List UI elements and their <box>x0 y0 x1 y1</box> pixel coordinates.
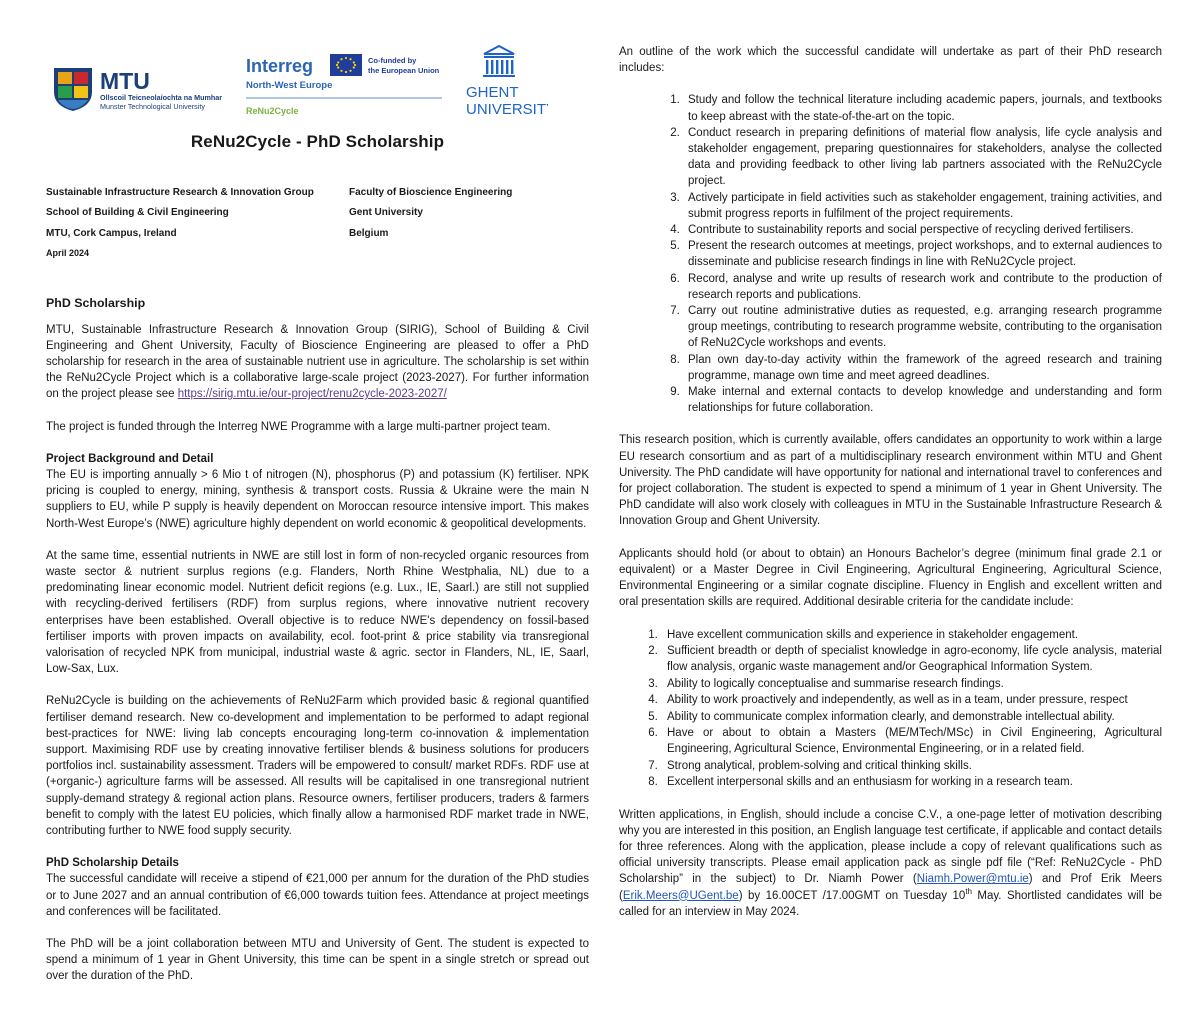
svg-text:Co-funded by: Co-funded by <box>368 56 417 65</box>
list-item: 4. Contribute to sustainability reports and social perspective of recycling derived fertilisers. <box>683 222 1162 238</box>
details-paragraph-1: The successful candidate will receive a stipend of €21,000 per annum for the duration of the PhD studies or to June 2027 and an annual contribution of €6,000 towards tuition fees. Attendance at project meetings and conferences will be facilitated. <box>46 873 589 918</box>
list-item: 9. Make internal and external contacts to develop knowledge and understanding and form relationships for future collaboration. <box>683 384 1162 416</box>
funding-paragraph: The project is funded through the Interreg NWE Programme with a large multi-partner project team. <box>46 420 551 433</box>
interreg-logo <box>246 52 442 120</box>
section-heading-scholarship: PhD Scholarship <box>46 295 146 310</box>
list-item: 7. Carry out routine administrative duties as requested, e.g. arranging research programme group meetings, contributing to research programme website, contributing to the organisation of ReNu2Cycle workshops and events. <box>683 303 1162 352</box>
affiliation-right: Belgium <box>349 227 389 239</box>
document-title: ReNu2Cycle - PhD Scholarship <box>190 132 445 151</box>
mtu-crest-icon <box>52 64 222 112</box>
list-item: 1. Have excellent communication skills and experience in stakeholder engagement. <box>661 627 1162 643</box>
details-heading: PhD Scholarship Details <box>46 857 179 870</box>
affiliation-right: Faculty of Bioscience Engineering <box>349 186 513 198</box>
email-link-meers[interactable]: Erik.Meers@UGent.be <box>622 889 739 902</box>
list-item: 8. Plan own day-to-day activity within the framework of the agreed research and training programme, manage own time and meet agreed deadlines. <box>683 352 1162 384</box>
affiliation-row <box>46 182 589 203</box>
list-item: 5. Present the research outcomes at meetings, project workshops, and to external audiences to disseminate and publicise research findings in line with ReNu2Cycle project. <box>683 238 1162 270</box>
mtu-logo <box>52 64 222 112</box>
right-column <box>619 44 1162 920</box>
ordinal-suffix: th <box>965 886 972 896</box>
application-paragraph <box>619 807 1162 920</box>
intro-paragraph <box>46 322 589 403</box>
list-item: 4. Ability to work proactively and independently, as well as in a team, under pressure, respect <box>661 692 1162 708</box>
ghent-logo <box>466 44 548 118</box>
list-item: 2. Sufficient breadth or depth of specialist knowledge in agro-economy, life cycle analysis, material flow analysis, organic waste management and/or Geographical Information System. <box>661 643 1162 676</box>
list-item: 8. Excellent interpersonal skills and an enthusiasm for working in a research team. <box>661 774 1162 790</box>
document-date: April 2024 <box>46 247 90 258</box>
application-text: May. Shortlisted candidates will be called for an interview in May 2024. <box>619 889 1163 918</box>
list-item: 3. Ability to logically conceptualise and summarise research findings. <box>661 676 1162 692</box>
affiliation-left: School of Building & Civil Engineering <box>46 207 229 219</box>
application-text: ) by 16.00CET /17.00GMT on Tuesday 10 <box>738 889 966 902</box>
application-text: Written applications, in English, should include a concise C.V., a one-page letter of motivation describing why you are interested in this position, an English language test certificate, if applicable and contact details for three references. Along with the application, please include a copy of relevant qualifications such as official university transcripts. Please email application pack as single pdf file (“Ref: ReNu2Cycle - PhD Scholarship” in the subject) to Dr. Niamh Power ( <box>619 808 1162 886</box>
svg-text:ReNu2Cycle: ReNu2Cycle <box>246 106 299 116</box>
affiliation-left: MTU, Cork Campus, Ireland <box>46 227 177 239</box>
svg-text:Interreg: Interreg <box>246 56 314 76</box>
list-item: 5. Ability to communicate complex information clearly, and demonstrable intellectual ability. <box>661 709 1162 725</box>
project-link[interactable]: https://sirig.mtu.ie/our-project/renu2cycle-2023-2027/ <box>177 388 447 401</box>
outline-paragraph: An outline of the work which the successful candidate will undertake as part of their PhD research includes: <box>619 46 1162 75</box>
position-paragraph: This research position, which is currently available, offers candidates an opportunity to work within a large EU research consortium and as part of a multidisciplinary research environment within MTU and Ghent University. The PhD candidate will have opportunity for national and international travel to conferences and for project collaboration. The student is expected to spend a minimum of 1 year in Ghent University. The PhD candidate will also work closely with colleagues in MTU in the Sustainable Infrastructure Research & Innovation Group and Ghent University. <box>619 434 1162 528</box>
details-paragraph-2: The PhD will be a joint collaboration between MTU and University of Gent. The student is expected to spend a minimum of 1 year in Ghent University, this time can be spent in a single stretch or spread out over the duration of the PhD. <box>46 938 589 983</box>
svg-text:MTU: MTU <box>100 68 150 94</box>
applicants-paragraph: Applicants should hold (or about to obtain) an Honours Bachelor’s degree (minimum final grade 2.1 or equivalent) or a Master Degree in Civil Engineering, Agricultural Engineering, Agricultural Science, Environmental Engineering or a similar cognate discipline. Fluency in English and excellent written and oral presentation skills are required. Additional desirable criteria for the candidate include: <box>619 547 1162 609</box>
affiliation-row <box>46 203 589 224</box>
svg-text:Ollscoil Teicneolaíochta na Mu: Ollscoil Teicneolaíochta na Mumhan <box>100 93 222 102</box>
background-paragraph-1: The EU is importing annually > 6 Mio t of nitrogen (N), phosphorus (P) and potassium (K) fertiliser. NPK pricing is coupled to energy, mining, synthesis & transport costs. Russia & Ukraine were the main N suppliers to EU, while P supply is heavily dependent on Moroccan resource intensive import. This makes North-West Europe’s (NWE) agriculture highly dependent on world economic & geopolitical developments. <box>46 468 589 530</box>
list-item: 1. Study and follow the technical literature including academic papers, journals, and textbooks to keep abreast with the state-of-the-art on the topic. <box>683 92 1162 124</box>
logo-banner <box>46 44 589 122</box>
affiliation-right: Gent University <box>349 207 423 219</box>
affiliation-row <box>46 223 589 244</box>
application-text: ) and Prof Erik Meers ( <box>619 873 1162 902</box>
svg-text:UNIVERSITY: UNIVERSITY <box>466 101 548 118</box>
interreg-eu-icon <box>246 52 442 120</box>
svg-text:Munster Technological Universi: Munster Technological University <box>100 102 205 111</box>
list-item: 3. Actively participate in field activities such as stakeholder engagement, training activities, and submit progress reports in fulfilment of the project requirements. <box>683 190 1162 222</box>
list-item: 6. Record, analyse and write up results of research work and contribute to the production of research reports and publications. <box>683 271 1162 303</box>
background-paragraph-2: At the same time, essential nutrients in NWE are still lost in form of non-recycled organic resources from waste sector & nutrient surplus regions (e.g. Flanders, North Rhine Westphalia, NL) due to a predominating linear economic model. Nutrient deficit regions (e.g. Lux., IE, Saarl.) are still not supplied with recycling-derived fertilisers (RDF) from surplus regions, where innovative nutrient recovery enterprises have been established. Overall objective is to reduce NWE's dependency on fossil-based fertiliser imports with proven impacts on availability, ecol. foot-print & price stability via transregional valorisation of recycled NPK from municipal, industrial waste & agric. sector in Flanders, NL, IE, Saarl, Low-Sax, Lux. <box>46 549 589 676</box>
svg-text:GHENT: GHENT <box>466 84 519 101</box>
ghent-building-icon <box>466 44 548 118</box>
svg-text:the European Union: the European Union <box>368 66 440 75</box>
affiliations <box>46 182 589 262</box>
background-heading: Project Background and Detail <box>46 452 214 465</box>
list-item: 2. Conduct research in preparing definitions of material flow analysis, life cycle analysis and stakeholder engagement, preparing questionnaires for stakeholders, analyse the collected data and providing feedback to other living lab partners associated with the ReNu2Cycle project. <box>683 125 1162 190</box>
email-link-power[interactable]: Niamh.Power@mtu.ie <box>916 873 1029 886</box>
criteria-list <box>619 627 1162 791</box>
list-item: 6. Have or about to obtain a Masters (ME/MTech/MSc) in Civil Engineering, Agricultural Engineering, Agricultural Science, Environmental Engineering, or in a related field. <box>661 725 1162 758</box>
intro-text: MTU, Sustainable Infrastructure Research & Innovation Group (SIRIG), School of Building & Civil Engineering and Ghent University, Faculty of Bioscience Engineering are pleased to offer a PhD scholarship for research in the area of sustainable nutrient use in agriculture. The scholarship is set within the ReNu2Cycle Project which is a collaborative large-scale project (2023-2027). For further information on the project please see <box>46 323 589 401</box>
affiliation-left: Sustainable Infrastructure Research & Innovation Group <box>46 186 314 198</box>
list-item: 7. Strong analytical, problem-solving and critical thinking skills. <box>661 758 1162 774</box>
svg-text:North-West Europe: North-West Europe <box>246 80 333 91</box>
background-paragraph-3: ReNu2Cycle is building on the achievements of ReNu2Farm which provided basic & regional quantified fertiliser demand research. New co-development and implementation to be performed to adapt regional best-practices for NWE: living lab concepts encouraging long-term co-innovation & implementation support. Maximising RDF use by creating innovative fertiliser blends & business solutions for producers portfolios incl. sustainability assessment. Traders will be empowered to consult/ market RDFs. RDF use at (+organic-) agriculture farms will be assessed. All results will be capitalised in one transregional nutrient supply-demand strategy & regional action plans. Resource owners, fertiliser producers, traders & farmers benefit to comply with the latest EU policies, which finally allow a harmonised RDF market trade in NWE, contributing further to NWE food supply security. <box>46 695 589 837</box>
task-list <box>619 92 1162 416</box>
left-column <box>46 44 589 985</box>
